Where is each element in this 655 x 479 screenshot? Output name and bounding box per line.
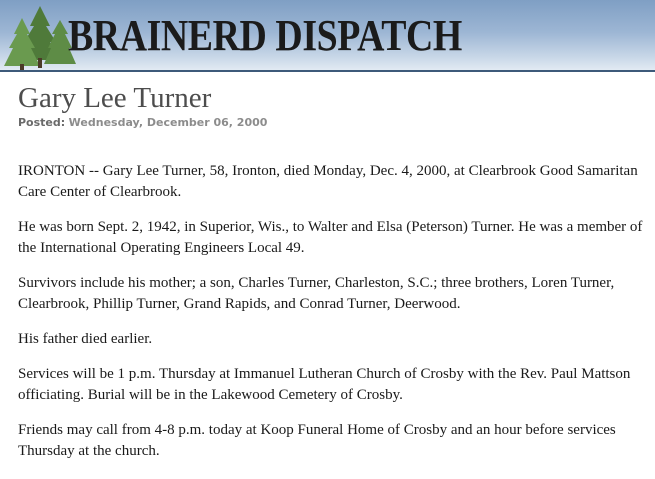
masthead — [0, 0, 655, 72]
article-paragraph: Services will be 1 p.m. Thursday at Immanuel Lutheran Church of Crosby with the Rev. Paul Mattson officiating. Burial will be in the Lakewood Cemetery of Crosby. — [18, 366, 631, 403]
masthead-title: BRAINERD DISPATCH — [68, 11, 462, 60]
posted-label: Posted: — [18, 116, 66, 129]
article-paragraph: He was born Sept. 2, 1942, in Superior, Wis., to Walter and Elsa (Peterson) Turner. He was a member of the International Operating Engineers Local 49. — [18, 219, 643, 256]
article-paragraph: His father died earlier. — [18, 331, 153, 347]
article-header — [18, 80, 648, 130]
article-body — [18, 161, 648, 476]
article-headline: Gary Lee Turner — [18, 82, 212, 114]
masthead-divider — [0, 70, 655, 72]
article-paragraph: IRONTON -- Gary Lee Turner, 58, Ironton, died Monday, Dec. 4, 2000, at Clearbrook Good Samaritan Care Center of Clearbrook. — [18, 163, 638, 200]
article-paragraph: Survivors include his mother; a son, Charles Turner, Charleston, S.C.; three brothers, Loren Turner, Clearbrook, Phillip Turner, Grand Rapids, and Conrad Turner, Deerwood. — [18, 275, 615, 312]
article-paragraph: Friends may call from 4-8 p.m. today at Koop Funeral Home of Crosby and an hour before services Thursday at the church. — [18, 422, 616, 459]
posted-line — [18, 116, 648, 130]
posted-date: Wednesday, December 06, 2000 — [68, 116, 268, 129]
